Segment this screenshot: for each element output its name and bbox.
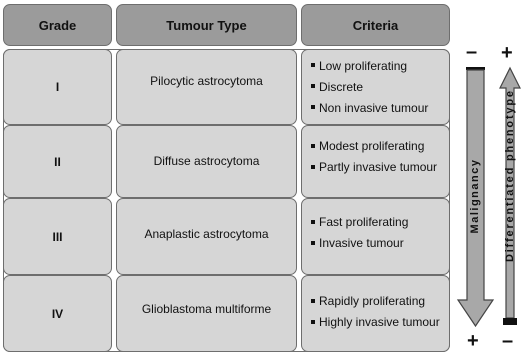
grade-label-1: I — [55, 80, 60, 94]
criteria-text: Non invasive tumour — [319, 100, 429, 115]
criteria-text: Rapidly proliferating — [319, 294, 426, 308]
malignancy-bottom-sign: + — [467, 330, 479, 352]
header-grade-label: Grade — [38, 17, 77, 33]
header-tumour-type-label: Tumour Type — [166, 17, 247, 33]
criteria-text: Highly invasive tumour — [319, 315, 440, 329]
malignancy-top-sign: – — [466, 41, 478, 63]
type-label-1: Pilocytic astrocytoma — [150, 74, 263, 88]
grade-label-4: IV — [51, 306, 64, 321]
header-criteria-label: Criteria — [352, 17, 399, 33]
type-label-4: Glioblastoma multiforme — [141, 302, 272, 316]
criteria-text: Low proliferating — [319, 58, 408, 73]
grade-label-3: III — [52, 229, 63, 244]
criteria-text: Discrete — [319, 79, 364, 94]
criteria-text: Invasive tumour — [319, 236, 404, 250]
criteria-text: Fast proliferating — [319, 215, 409, 229]
grade-label-2: II — [54, 154, 61, 169]
differentiated-top-sign: + — [501, 42, 513, 64]
differentiated-phenotype-label: Differentiated phenotype — [504, 89, 516, 262]
type-label-3: Anaplastic astrocytoma — [144, 227, 269, 241]
type-label-2: Diffuse astrocytoma — [153, 154, 260, 168]
differentiated-bottom-sign: – — [502, 330, 514, 352]
malignancy-label: Malignancy — [469, 158, 481, 234]
criteria-text: Modest proliferating — [319, 139, 425, 153]
criteria-text: Partly invasive tumour — [319, 160, 438, 174]
